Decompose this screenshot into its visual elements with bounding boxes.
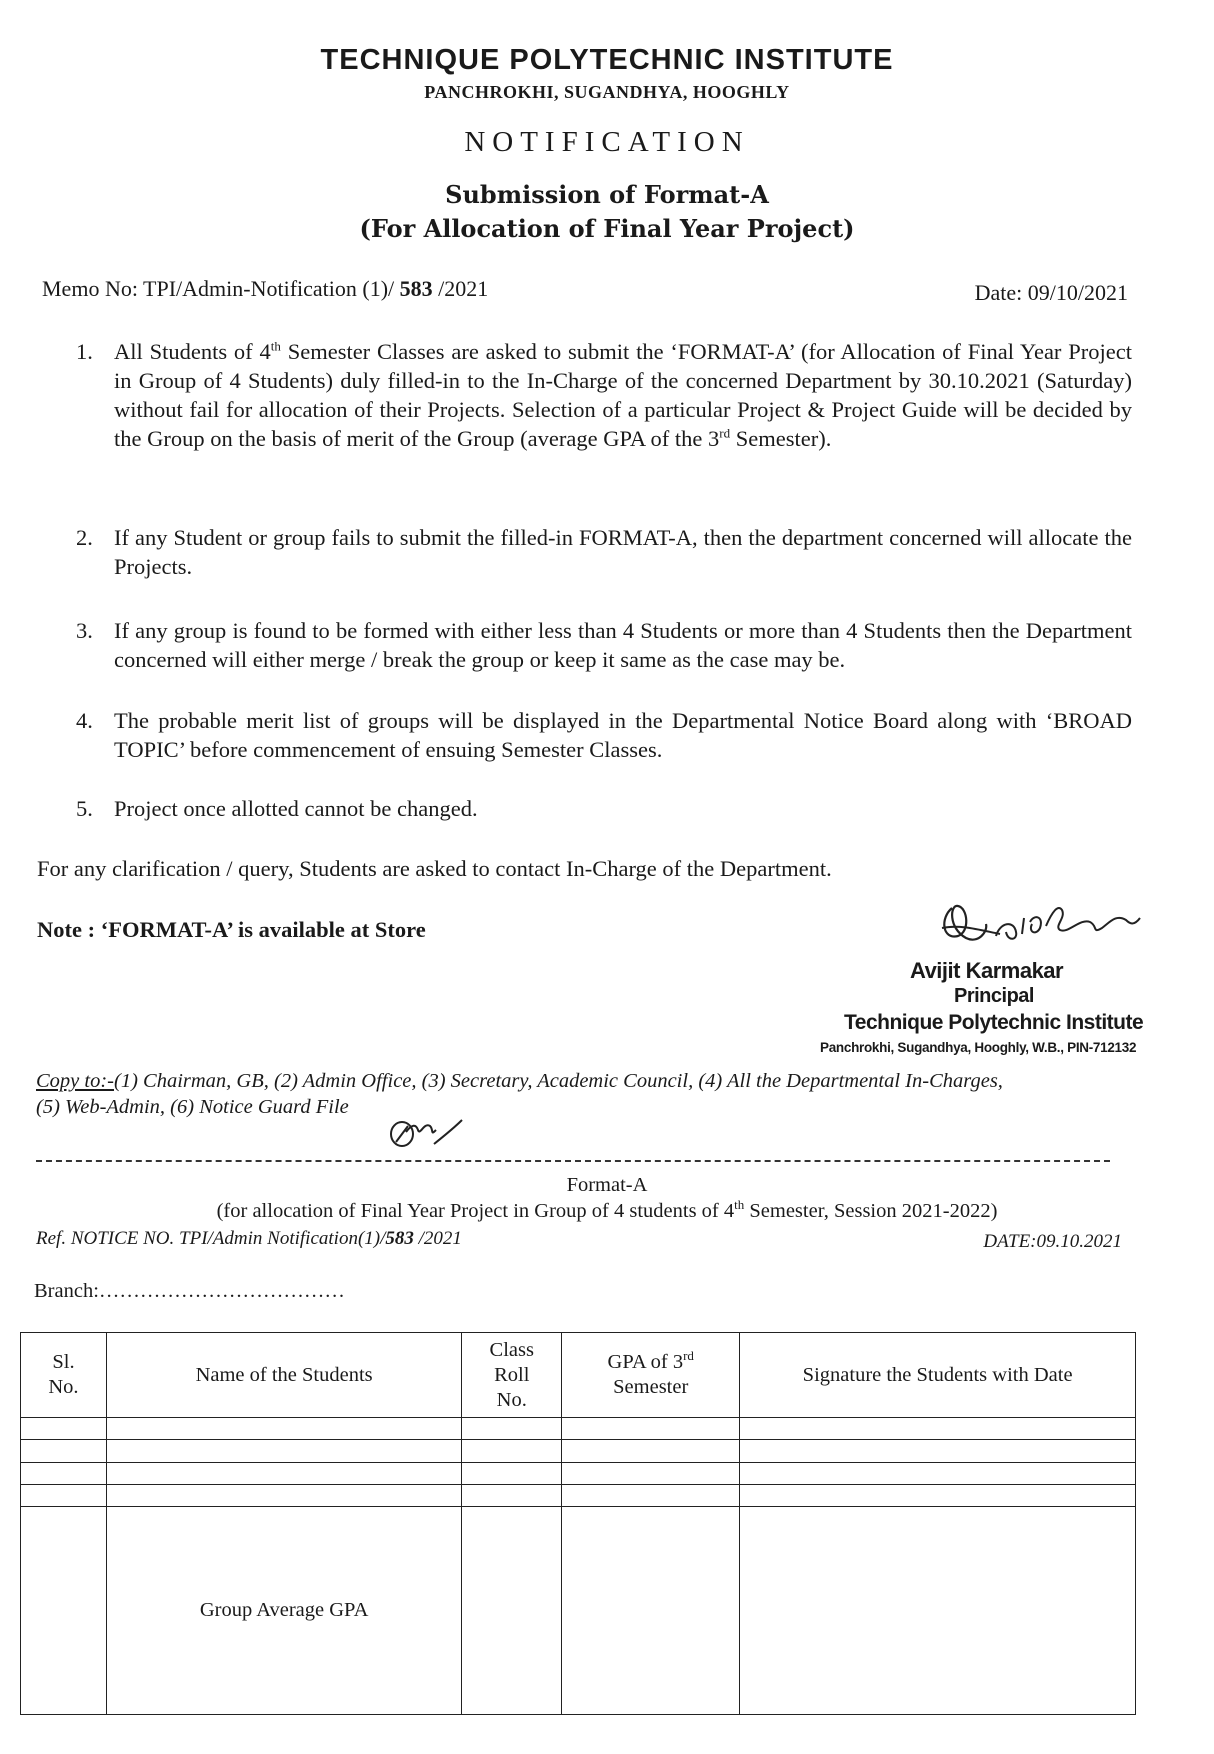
table-row [21, 1418, 1136, 1440]
table-row [21, 1440, 1136, 1462]
store-note: Note : ‘FORMAT-A’ is available at Store [37, 917, 426, 942]
reference-notice: Ref. NOTICE NO. TPI/Admin Notification(1)/583 /2021 [36, 1228, 462, 1249]
copy-to-line-1: Copy to:-(1) Chairman, GB, (2) Admin Office, (3) Secretary, Academic Council, (4) All the Departmental In-Charges, [36, 1070, 1003, 1092]
table-row [21, 1484, 1136, 1506]
col-class-roll: Class Roll No. [462, 1333, 562, 1418]
table-footer-row [21, 1507, 1136, 1715]
list-item: 3. If any group is found to be formed with either less than 4 Students or more than 4 Students then the Department concerned will either merge / break the group or keep it same as the case may be. [76, 618, 1132, 672]
cut-line-divider [36, 1160, 1110, 1162]
signature-image [930, 888, 1150, 960]
list-item: 5. Project once allotted cannot be changed. [76, 796, 478, 821]
table-row [21, 1462, 1136, 1484]
subject-line-2: (For Allocation of Final Year Project) [359, 214, 855, 243]
group-average-gpa-label: Group Average GPA [106, 1507, 461, 1715]
col-sl-no: Sl. No. [21, 1333, 107, 1418]
institute-address: PANCHROKHI, SUGANDHYA, HOOGHLY [424, 82, 790, 102]
table-header-row [21, 1333, 1136, 1418]
memo-number-value: 583 [399, 276, 433, 301]
memo-number: Memo No: TPI/Admin-Notification (1)/ 583 /2021 [42, 276, 489, 301]
memo-date: Date: 09/10/2021 [974, 280, 1128, 305]
list-item: 4. The probable merit list of groups will be displayed in the Departmental Notice Board along with ‘BROAD TOPIC’ before commencement of ensuing Semester Classes. [76, 708, 1132, 762]
col-gpa: GPA of 3rd Semester [562, 1333, 740, 1418]
initials-image [386, 1108, 466, 1152]
signatory-name: Avijit Karmakar [910, 958, 1064, 983]
reference-date: DATE:09.10.2021 [983, 1231, 1122, 1252]
format-title: Format-A [566, 1174, 648, 1196]
notification-heading: NOTIFICATION [464, 126, 750, 158]
institute-name: TECHNIQUE POLYTECHNIC INSTITUTE [320, 44, 894, 76]
col-signature: Signature the Students with Date [740, 1333, 1136, 1418]
copy-to-line-2: (5) Web-Admin, (6) Notice Guard File [36, 1096, 349, 1118]
branch-field[interactable]: Branch:……………………………… [34, 1280, 345, 1302]
signatory-institute: Technique Polytechnic Institute [844, 1011, 1144, 1034]
list-item: 2. If any Student or group fails to submit the filled-in FORMAT-A, then the department concerned will allocate the Projects. [76, 525, 1132, 579]
list-item: 1. All Students of 4th Semester Classes are asked to submit the ‘FORMAT-A’ (for Allocation of Final Year Project in Group of 4 Students) duly filled-in to the In-Charge of the concerned Department by 30.10.2021 (Saturday) without fail for allocation of their Projects. Selection of a particular Project & Project Guide will be decided by the Group on the basis of merit of the Group (average GPA of the 3rd Semester). [76, 338, 1132, 451]
col-student-name: Name of the Students [106, 1333, 461, 1418]
student-group-table [20, 1332, 1136, 1715]
signatory-address: Panchrokhi, Sugandhya, Hooghly, W.B., PIN-712132 [820, 1040, 1137, 1055]
subject-line-1: Submission of Format-A [445, 180, 769, 209]
clarification-text: For any clarification / query, Students are asked to contact In-Charge of the Department. [37, 856, 832, 881]
format-subtitle: (for allocation of Final Year Project in Group of 4 students of 4th Semester, Session 2021-2022) [216, 1197, 998, 1222]
signatory-title: Principal [954, 985, 1034, 1007]
